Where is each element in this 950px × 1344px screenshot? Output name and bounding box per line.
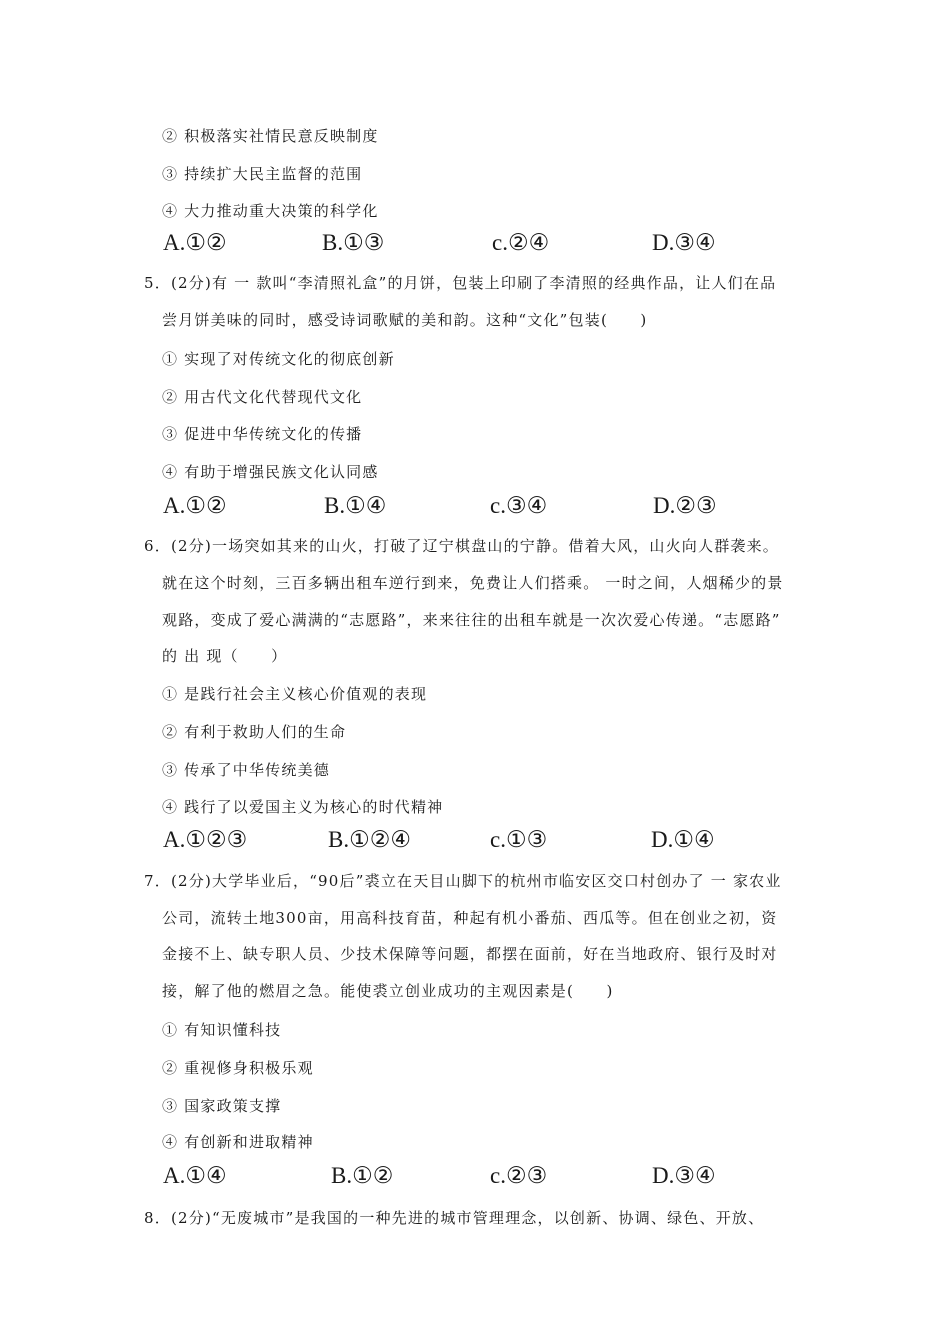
q7-option-1: ① 有知识懂科技 xyxy=(162,1021,282,1039)
q5-answer-c[interactable]: c.③④ xyxy=(490,493,548,518)
q7-option-3: ③ 国家政策支撑 xyxy=(162,1097,282,1115)
q7-stem-line-3: 金接不上、缺专职人员、少技术保障等问题，都摆在面前，好在当地政府、银行及时对 xyxy=(162,945,778,963)
q5-option-1: ① 实现了对传统文化的彻底创新 xyxy=(162,350,395,368)
q8-stem-line-1: 8．(2分)“无废城市”是我国的一种先进的城市管理理念，以创新、协调、绿色、开放、 xyxy=(144,1209,765,1227)
q7-option-2: ② 重视修身积极乐观 xyxy=(162,1059,314,1077)
q7-answer-d[interactable]: D.③④ xyxy=(652,1163,716,1188)
q6-stem-line-1: 6．(2分)一场突如其来的山火，打破了辽宁棋盘山的宁静。借着大风，山火向人群袭来。 xyxy=(144,537,779,555)
q6-answer-d[interactable]: D.①④ xyxy=(651,827,715,852)
q4-option-2: ② 积极落实社情民意反映制度 xyxy=(162,127,379,145)
q4-answer-d[interactable]: D.③④ xyxy=(652,230,716,255)
q4-answer-b[interactable]: B.①③ xyxy=(322,230,385,255)
q4-answer-c[interactable]: c.②④ xyxy=(492,230,550,255)
q5-answer-a[interactable]: A.①② xyxy=(163,493,227,518)
q6-answer-b[interactable]: B.①②④ xyxy=(328,827,411,852)
q7-stem-line-1: 7．(2分)大学毕业后，“90后”裘立在天目山脚下的杭州市临安区交口村创办了 一 家农业 xyxy=(144,872,782,890)
q6-option-1: ① 是践行社会主义核心价值观的表现 xyxy=(162,685,428,703)
q6-stem-line-4: 的 出 现（ ） xyxy=(162,647,288,665)
q6-answer-a[interactable]: A.①②③ xyxy=(163,827,248,852)
q5-stem-line-2: 尝月饼美味的同时，感受诗词歌赋的美和韵。这种“文化”包装( ) xyxy=(162,311,648,329)
q7-answer-c[interactable]: c.②③ xyxy=(490,1163,548,1188)
q7-stem-line-2: 公司，流转土地300亩，用高科技育苗，种起有机小番茄、西瓜等。但在创业之初，资 xyxy=(162,909,778,927)
q6-option-3: ③ 传承了中华传统美德 xyxy=(162,761,330,779)
q4-answer-a[interactable]: A.①② xyxy=(163,230,227,255)
q4-option-4: ④ 大力推动重大决策的科学化 xyxy=(162,202,379,220)
q6-stem-line-2: 就在这个时刻，三百多辆出租车逆行到来，免费让人们搭乘。 一时之间，人烟稀少的景 xyxy=(162,574,784,592)
q5-stem-line-1: 5．(2分)有 一 款叫“李清照礼盒”的月饼，包装上印刷了李清照的经典作品，让人们在品 xyxy=(144,274,777,292)
q5-option-2: ② 用古代文化代替现代文化 xyxy=(162,388,363,406)
q5-answer-d[interactable]: D.②③ xyxy=(653,493,717,518)
q7-option-4: ④ 有创新和进取精神 xyxy=(162,1133,314,1151)
q6-stem-line-3: 观路，变成了爱心满满的“志愿路”，来来往往的出租车就是一次次爱心传递。“志愿路” xyxy=(162,611,781,629)
q7-answer-a[interactable]: A.①④ xyxy=(163,1163,227,1188)
q7-answer-b[interactable]: B.①② xyxy=(331,1163,394,1188)
q7-stem-line-4: 接，解了他的燃眉之急。能使裘立创业成功的主观因素是( ) xyxy=(162,982,614,1000)
q5-answer-b[interactable]: B.①④ xyxy=(324,493,387,518)
q6-option-4: ④ 践行了以爱国主义为核心的时代精神 xyxy=(162,798,444,816)
q4-option-3: ③ 持续扩大民主监督的范围 xyxy=(162,165,363,183)
q5-option-4: ④ 有助于增强民族文化认同感 xyxy=(162,463,379,481)
q5-option-3: ③ 促进中华传统文化的传播 xyxy=(162,425,363,443)
q6-answer-c[interactable]: c.①③ xyxy=(490,827,548,852)
q6-option-2: ② 有利于救助人们的生命 xyxy=(162,723,347,741)
